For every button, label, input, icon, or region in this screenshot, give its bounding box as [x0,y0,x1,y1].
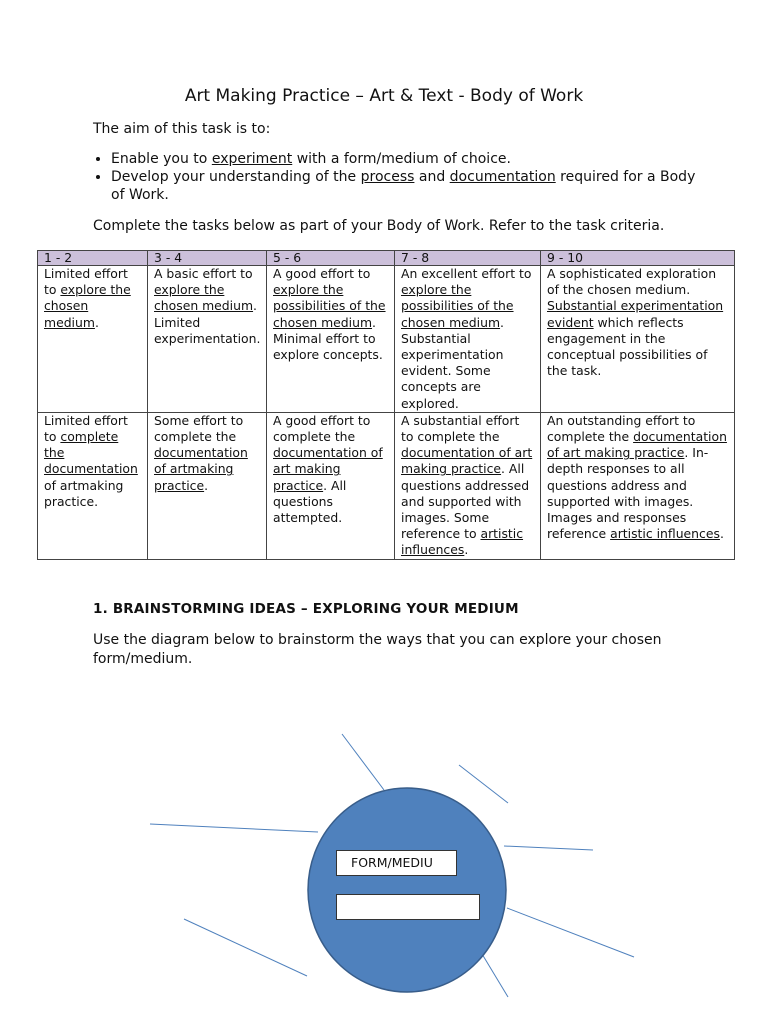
criteria-cell: An outstanding effort to complete the documentation of art making practice. In-depth responses to all questions address and supported with images. Images and responses reference artistic influences. [541,412,735,559]
mark-range-header: 9 - 10 [541,251,735,266]
mark-range-header: 3 - 4 [148,251,267,266]
brainstorm-line [184,919,307,976]
criteria-cell: Some effort to complete the documentation of artmaking practice. [148,412,267,559]
section-heading: 1. BRAINSTORMING IDEAS – EXPLORING YOUR MEDIUM [93,601,519,617]
criteria-cell: A good effort to complete the documentation of art making practice. All questions attempted. [267,412,395,559]
mark-range-header: 1 - 2 [38,251,148,266]
criteria-cell: A good effort to explore the possibilities of the chosen medium. Minimal effort to explore concepts. [267,266,395,413]
page-title: Art Making Practice – Art & Text - Body of Work [184,86,584,106]
criteria-cell: Limited effort to explore the chosen medium. [38,266,148,413]
criteria-header-row [38,251,735,266]
complete-instruction: Complete the tasks below as part of your Body of Work. Refer to the task criteria. [93,218,665,234]
brainstorm-line [504,846,593,850]
exploration-criteria-row [38,266,735,413]
criteria-cell: An excellent effort to explore the possibilities of the chosen medium. Substantial experimentation evident. Some concepts are explored. [395,266,541,413]
criteria-cell: A basic effort to explore the chosen medium. Limited experimentation. [148,266,267,413]
criteria-cell: A substantial effort to complete the documentation of art making practice. All questions addressed and supported with images. Some reference to artistic influences. [395,412,541,559]
criteria-cell: Limited effort to complete the documentation of artmaking practice. [38,412,148,559]
brainstorm-line [342,734,384,790]
form-medium-label: FORM/MEDIU [336,850,457,876]
intro-text: The aim of this task is to: [93,121,271,137]
brainstorm-line [507,908,634,957]
criteria-table [37,250,735,560]
aims-list [93,150,711,204]
criteria-cell: A sophisticated exploration of the chosen medium. Substantial experimentation evident which reflects engagement in the conceptual possibilities of the task. [541,266,735,413]
mark-range-header: 5 - 6 [267,251,395,266]
mark-range-header: 7 - 8 [395,251,541,266]
section-instruction: Use the diagram below to brainstorm the ways that you can explore your chosen form/medium. [93,632,662,667]
empty-text-box[interactable] [336,894,480,920]
aim-item: • Develop your understanding of the process and documentation required for a Body of Work. [111,168,711,204]
brainstorm-line [459,765,508,803]
brainstorm-line [150,824,318,832]
aim-item: • Enable you to experiment with a form/medium of choice. [111,150,711,168]
center-circle [308,788,506,992]
documentation-criteria-row [38,412,735,559]
